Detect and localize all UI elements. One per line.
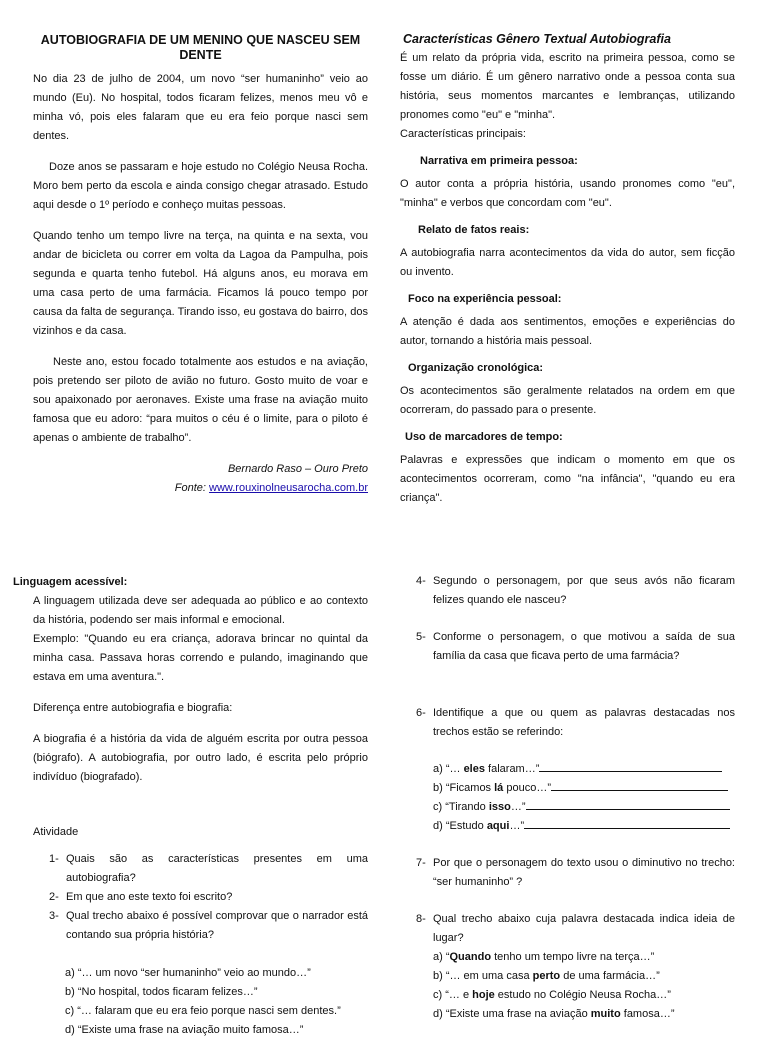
q8-d-post: famosa…” (620, 1008, 675, 1020)
q8-b-bold: perto (532, 970, 561, 982)
q3-option-d: d) “Existe uma frase na aviação muito famosa…” (65, 1024, 304, 1036)
question-7-number: 7- (416, 857, 426, 869)
feature-heading-first-person: Narrativa em primeira pessoa: (420, 155, 578, 167)
q3-option-c: c) “… falaram que eu era feio porque nasci sem dentes.” (65, 1005, 341, 1017)
q6-option-b (416, 779, 735, 798)
question-6 (416, 704, 735, 742)
q6-option-a (416, 760, 735, 779)
feature-text-chronological: Os acontecimentos são geralmente relatados na ordem em que ocorreram, do passado para o presente. (400, 385, 735, 416)
accessible-language-heading (13, 573, 368, 592)
q8-b-pre: b) “… em uma casa (433, 970, 533, 982)
activity-left-column (13, 573, 368, 1040)
q6-d-bold: aqui (486, 820, 510, 832)
question-6-text: Identifique a que ou quem as palavras destacadas nos trechos estão se referindo: (433, 707, 735, 738)
q6-a-bold: eles (463, 763, 485, 775)
paragraph-1: No dia 23 de julho de 2004, um novo “ser humaninho” veio ao mundo (Eu). No hospital, todos ficaram felizes, menos meu vô e minha vó, pois eles falaram que eu era feio porque nasci sem dentes. (33, 73, 368, 142)
q6-b-post: pouco…” (503, 782, 552, 794)
q6-b-pre: b) “Ficamos (433, 782, 495, 794)
q8-c-pre: c) “… e (433, 989, 473, 1001)
activity-title: Atividade (33, 826, 79, 838)
feature-text-first-person: O autor conta a própria história, usando pronomes como "eu", "minha" e verbos que concordam com "eu". (400, 178, 735, 209)
q6-option-c (416, 798, 735, 817)
question-8 (416, 910, 735, 948)
characteristics-intro: É um relato da própria vida, escrito na primeira pessoa, como se fosse um diário. É um gênero narrativo onde a pessoa conta sua história, seus momentos marcantes e lembranças, utilizando pronomes como "eu" e "minha". (400, 52, 735, 121)
feature-heading-personal-experience: Foco na experiência pessoal: (408, 293, 562, 305)
q6-b-bold: lá (494, 782, 504, 794)
question-1 (49, 850, 368, 888)
question-8-number: 8- (416, 913, 426, 925)
main-characteristics-label: Características principais: (400, 128, 526, 140)
question-2 (49, 888, 368, 907)
question-5-number: 5- (416, 631, 426, 643)
q8-a-post: tenho um tempo livre na terça…” (491, 951, 655, 963)
example-text: Exemplo: "Quando eu era criança, adorava brincar no quintal da minha casa. Passava horas correndo e pulando, imaginando que estava em uma aventura.". (33, 633, 368, 683)
question-7 (416, 854, 735, 892)
q8-c-bold: hoje (472, 989, 495, 1001)
autobiography-text-column (33, 33, 368, 498)
q6-option-d (416, 817, 735, 836)
source-line (33, 479, 368, 498)
document-title: AUTOBIOGRAFIA DE UM MENINO QUE NASCEU SEM DENTE (40, 33, 361, 62)
source-link[interactable]: www.rouxinolneusarocha.com.br (209, 482, 368, 494)
q8-d-bold: muito (590, 1008, 621, 1020)
q6-c-bold: isso (488, 801, 511, 813)
question-3-text: Qual trecho abaixo é possível comprovar que o narrador está contando sua própria história? (66, 910, 368, 941)
q8-c-post: estudo no Colégio Neusa Rocha…” (494, 989, 671, 1001)
question-2-number: 2- (49, 891, 59, 903)
characteristics-column (400, 32, 735, 508)
answer-blank-d[interactable] (524, 817, 730, 829)
paragraph-4: Neste ano, estou focado totalmente aos estudos e na aviação, pois pretendo ser piloto de avião no futuro. Gosto muito de voar e sou apaixonado por aeronaves. Existe uma frase na aviação muito famosa que eu adoro: “para muitos o céu é o limite, para o piloto é apenas o ambiente de trabalho”. (33, 356, 368, 444)
answer-blank-c[interactable] (526, 798, 730, 810)
difference-title: Diferença entre autobiografia e biografia: (33, 702, 233, 714)
q8-option-a (416, 948, 735, 967)
q6-a-post: falaram…” (484, 763, 540, 775)
q6-c-post: …” (510, 801, 526, 813)
question-5-text: Conforme o personagem, o que motivou a saída de sua família da casa que ficava perto de uma farmácia? (433, 631, 735, 662)
paragraph-3: Quando tenho um tempo livre na terça, na quinta e na sexta, vou andar de bicicleta ou correr em volta da Lagoa da Pampulha, pois segunda e quarta tenho futebol. Há alguns anos, eu morava em uma casa perto de uma farmácia. Ficamos lá pouco tempo por causa da falta de segurança. Tirando isso, eu gostava do bairro, dos vizinhos e da casa. (33, 230, 368, 337)
feature-heading-real-facts: Relato de fatos reais: (418, 224, 530, 236)
accessible-language-text: A linguagem utilizada deve ser adequada ao público e ao contexto da história, podendo ser mais informal e emocional. (33, 595, 368, 626)
paragraph-2: Doze anos se passaram e hoje estudo no Colégio Neusa Rocha. Moro bem perto da escola e ainda consigo chegar atrasado. Estudo aqui desde o 1º período e conheço muitas pessoas. (33, 161, 368, 211)
q6-a-pre: a) “… (433, 763, 464, 775)
question-6-number: 6- (416, 707, 426, 719)
q8-a-pre: a) “ (433, 951, 450, 963)
q6-d-pre: d) “Estudo (433, 820, 487, 832)
difference-text: A biografia é a história da vida de alguém escrita por outra pessoa (biógrafo). A autobiografia, por outro lado, é escrita pelo próprio indivíduo (biografado). (33, 733, 368, 783)
answer-blank-b[interactable] (551, 779, 728, 791)
q8-b-post: de uma farmácia…” (560, 970, 660, 982)
question-1-text: Quais são as características presentes em uma autobiografia? (66, 853, 368, 884)
feature-heading-chronological: Organização cronológica: (408, 362, 544, 374)
question-5 (416, 628, 735, 666)
q8-d-pre: d) “Existe uma frase na aviação (433, 1008, 591, 1020)
answer-blank-a[interactable] (539, 760, 722, 772)
q8-option-b (416, 967, 735, 986)
feature-text-personal-experience: A atenção é dada aos sentimentos, emoções e experiências do autor, tornando a história mais pessoal. (400, 316, 735, 347)
question-4 (416, 572, 735, 610)
q6-c-pre: c) “Tirando (433, 801, 489, 813)
question-3-number: 3- (49, 910, 59, 922)
question-7-text: Por que o personagem do texto usou o diminutivo no trecho: “ser humaninho” ? (433, 857, 735, 888)
activity-right-column (416, 572, 735, 1024)
q8-option-c (416, 986, 735, 1005)
question-2-text: Em que ano este texto foi escrito? (66, 891, 233, 903)
question-4-text: Segundo o personagem, por que seus avós não ficaram felizes quando ele nasceu? (433, 575, 735, 606)
characteristics-title: Características Gênero Textual Autobiografia (403, 32, 671, 46)
question-3 (49, 907, 368, 945)
feature-heading-time-markers: Uso de marcadores de tempo: (405, 431, 563, 443)
author-signature: Bernardo Raso – Ouro Preto (227, 463, 368, 475)
feature-text-real-facts: A autobiografia narra acontecimentos da vida do autor, sem ficção ou invento. (400, 247, 735, 278)
q3-option-a: a) “… um novo “ser humaninho” veio ao mundo…” (65, 967, 311, 979)
question-1-number: 1- (49, 853, 59, 865)
q8-option-d (416, 1005, 735, 1024)
bottom-page (0, 565, 768, 1036)
q8-a-bold: Quando (449, 951, 492, 963)
q3-option-b: b) “No hospital, todos ficaram felizes…” (65, 986, 258, 998)
source-label: Fonte: (174, 482, 210, 494)
question-8-text: Qual trecho abaixo cuja palavra destacada indica ideia de lugar? (433, 913, 735, 944)
q6-d-post: …” (509, 820, 525, 832)
accessible-language-heading-text: Linguagem acessível: (13, 576, 128, 588)
question-4-number: 4- (416, 575, 426, 587)
feature-text-time-markers: Palavras e expressões que indicam o momento em que os acontecimentos ocorreram, como "na infância", "quando eu era criança". (400, 454, 735, 504)
